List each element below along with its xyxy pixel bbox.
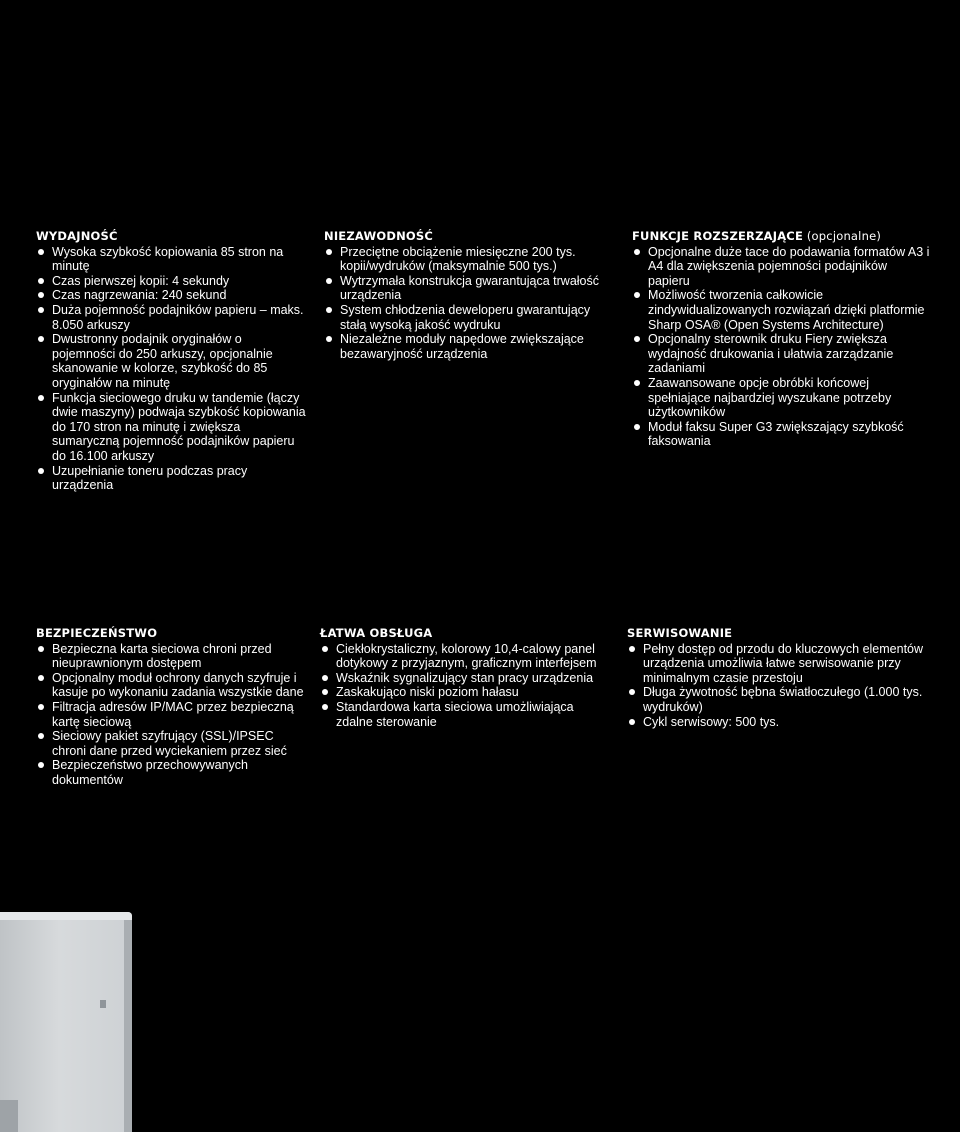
section-title <box>632 229 932 244</box>
feature-list <box>320 642 605 730</box>
list-item: Moduł faksu Super G3 zwiększający szybkość faksowania <box>632 420 932 449</box>
list-item: Uzupełnianie toneru podczas pracy urządzenia <box>36 464 306 493</box>
section-title-text: FUNKCJE ROZSZERZAJĄCE <box>632 229 804 243</box>
list-item: Niezależne moduły napędowe zwiększające bezawaryjność urządzenia <box>324 332 604 361</box>
section-title: BEZPIECZEŃSTWO <box>36 626 158 640</box>
section-latwa-obsluga <box>320 626 605 729</box>
section-funkcje-rozszerzajace <box>632 229 932 449</box>
list-item: Pełny dostęp od przodu do kluczowych elementów urządzenia umożliwia łatwe serwisowanie przy minimalnym czasie przestoju <box>627 642 927 686</box>
list-item: Opcjonalne duże tace do podawania formatów A3 i A4 dla zwiększenia pojemności podajników papieru <box>632 245 932 289</box>
list-item: Duża pojemność podajników papieru – maks. 8.050 arkuszy <box>36 303 306 332</box>
list-item: Długa żywotność bębna światłoczułego (1.000 tys. wydruków) <box>627 685 927 714</box>
printer-image <box>0 912 132 1132</box>
list-item: Wysoka szybkość kopiowania 85 stron na minutę <box>36 245 306 274</box>
feature-list <box>36 642 311 788</box>
list-item: Opcjonalny moduł ochrony danych szyfruje i kasuje po wykonaniu zadania wszystkie dane <box>36 671 311 700</box>
feature-list <box>324 245 604 362</box>
list-item: System chłodzenia deweloperu gwarantujący stałą wysoką jakość wydruku <box>324 303 604 332</box>
list-item: Dwustronny podajnik oryginałów o pojemności do 250 arkuszy, opcjonalnie skanowanie w kolorze, szybkość do 85 oryginałów na minutę <box>36 332 306 390</box>
list-item: Możliwość tworzenia całkowicie zindywidualizowanych rozwiązań dzięki platformie Sharp OSA® (Open Systems Architecture) <box>632 288 932 332</box>
printer-slot <box>0 1100 18 1132</box>
list-item: Wytrzymała konstrukcja gwarantująca trwałość urządzenia <box>324 274 604 303</box>
section-wydajnosc <box>36 229 306 493</box>
list-item: Wskaźnik sygnalizujący stan pracy urządzenia <box>320 671 605 686</box>
list-item: Ciekłokrystaliczny, kolorowy 10,4-calowy panel dotykowy z przyjaznym, graficznym interfejsem <box>320 642 605 671</box>
list-item: Zaskakująco niski poziom hałasu <box>320 685 605 700</box>
section-title: SERWISOWANIE <box>627 626 733 640</box>
list-item: Sieciowy pakiet szyfrujący (SSL)/IPSEC chroni dane przed wyciekaniem przez sieć <box>36 729 311 758</box>
list-item: Bezpieczna karta sieciowa chroni przed nieuprawnionym dostępem <box>36 642 311 671</box>
section-bezpieczenstwo <box>36 626 311 788</box>
list-item: Czas nagrzewania: 240 sekund <box>36 288 306 303</box>
section-title: WYDAJNOŚĆ <box>36 229 118 243</box>
list-item: Cykl serwisowy: 500 tys. <box>627 715 927 730</box>
section-title: ŁATWA OBSŁUGA <box>320 626 433 640</box>
section-title-note: (opcjonalne) <box>803 229 882 243</box>
list-item: Przeciętne obciążenie miesięczne 200 tys. kopii/wydruków (maksymalnie 500 tys.) <box>324 245 604 274</box>
feature-list <box>36 245 306 493</box>
section-niezawodnosc <box>324 229 604 361</box>
printer-top-panel <box>0 912 132 920</box>
list-item: Filtracja adresów IP/MAC przez bezpieczną kartę sieciową <box>36 700 311 729</box>
section-title: NIEZAWODNOŚĆ <box>324 229 434 243</box>
list-item: Opcjonalny sterownik druku Fiery zwiększa wydajność drukowania i ułatwia zarządzanie zadaniami <box>632 332 932 376</box>
printer-edge <box>124 920 132 1132</box>
printer-indent <box>100 1000 106 1008</box>
feature-list <box>627 642 927 730</box>
list-item: Czas pierwszej kopii: 4 sekundy <box>36 274 306 289</box>
feature-list <box>632 245 932 449</box>
list-item: Bezpieczeństwo przechowywanych dokumentów <box>36 758 311 787</box>
list-item: Standardowa karta sieciowa umożliwiająca zdalne sterowanie <box>320 700 605 729</box>
section-serwisowanie <box>627 626 927 729</box>
list-item: Funkcja sieciowego druku w tandemie (łączy dwie maszyny) podwaja szybkość kopiowania do 170 stron na minutę i zwiększa sumaryczną pojemność podajników papieru do 16.100 arkuszy <box>36 391 306 464</box>
list-item: Zaawansowane opcje obróbki końcowej spełniające najbardziej wyszukane potrzeby użytkowników <box>632 376 932 420</box>
